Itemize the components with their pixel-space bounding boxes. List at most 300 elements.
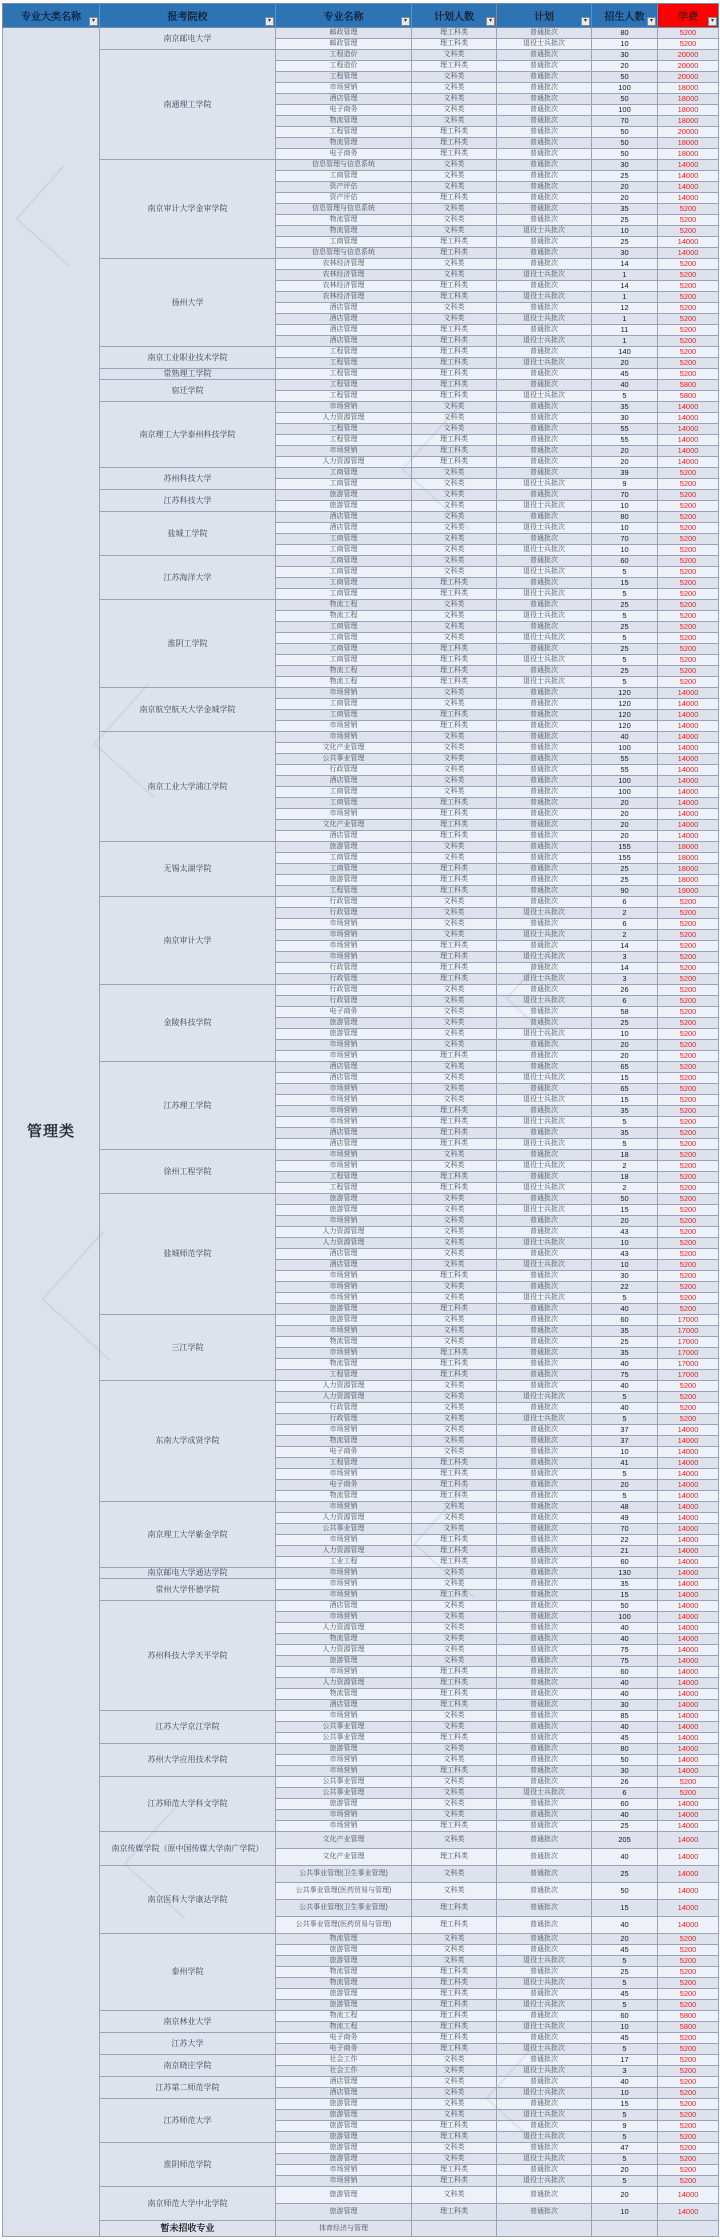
tuition-cell[interactable]: 14000	[658, 1766, 719, 1777]
major-cell[interactable]: 市场营销	[276, 1766, 412, 1777]
subject-type-cell[interactable]: 理工科类	[412, 1766, 497, 1777]
enrollment-count-cell[interactable]: 40	[592, 1403, 658, 1414]
tuition-cell[interactable]: 18000	[658, 116, 719, 127]
tuition-cell[interactable]: 5200	[658, 1392, 719, 1403]
enrollment-count-cell[interactable]: 50	[592, 1883, 658, 1900]
batch-cell[interactable]: 普通批次	[497, 1194, 592, 1205]
batch-cell[interactable]: 普通批次	[497, 402, 592, 413]
tuition-cell[interactable]: 14000	[658, 446, 719, 457]
major-cell[interactable]: 市场营销	[276, 1579, 412, 1590]
major-cell[interactable]: 市场营销	[276, 930, 412, 941]
major-cell[interactable]: 酒店管理	[276, 94, 412, 105]
batch-cell[interactable]: 普通批次	[497, 1917, 592, 1934]
subject-type-cell[interactable]: 文科类	[412, 1883, 497, 1900]
subject-type-cell[interactable]: 理工科类	[412, 2176, 497, 2187]
major-cell[interactable]: 人力资源管理	[276, 1623, 412, 1634]
tuition-cell[interactable]: 5200	[658, 1238, 719, 1249]
batch-cell[interactable]: 普通批次	[497, 963, 592, 974]
tuition-cell[interactable]: 14000	[658, 1883, 719, 1900]
major-cell[interactable]: 工商管理	[276, 589, 412, 600]
major-cell[interactable]: 市场营销	[276, 1755, 412, 1766]
enrollment-count-cell[interactable]: 15	[592, 1590, 658, 1601]
subject-type-cell[interactable]: 文科类	[412, 2055, 497, 2066]
batch-cell[interactable]: 普通批次	[497, 1128, 592, 1139]
enrollment-count-cell[interactable]: 5	[592, 1978, 658, 1989]
batch-cell[interactable]: 退役士兵批次	[497, 1073, 592, 1084]
subject-type-cell[interactable]: 文科类	[412, 1282, 497, 1293]
major-cell[interactable]: 物流工程	[276, 2011, 412, 2022]
major-cell[interactable]: 工商管理	[276, 622, 412, 633]
enrollment-count-cell[interactable]: 50	[592, 94, 658, 105]
tuition-cell[interactable]: 5200	[658, 1161, 719, 1172]
enrollment-count-cell[interactable]: 40	[592, 380, 658, 391]
subject-type-cell[interactable]: 理工科类	[412, 1689, 497, 1700]
tuition-cell[interactable]: 5800	[658, 380, 719, 391]
batch-cell[interactable]: 普通批次	[497, 1513, 592, 1524]
batch-cell[interactable]: 普通批次	[497, 985, 592, 996]
subject-type-cell[interactable]: 理工科类	[412, 1359, 497, 1370]
subject-type-cell[interactable]: 理工科类	[412, 1590, 497, 1601]
enrollment-count-cell[interactable]: 22	[592, 1282, 658, 1293]
major-cell[interactable]: 工商管理	[276, 710, 412, 721]
enrollment-count-cell[interactable]: 5	[592, 2176, 658, 2187]
batch-cell[interactable]: 退役士兵批次	[497, 2022, 592, 2033]
batch-cell[interactable]: 普通批次	[497, 1810, 592, 1821]
batch-cell[interactable]: 普通批次	[497, 127, 592, 138]
tuition-cell[interactable]: 14000	[658, 1656, 719, 1667]
enrollment-count-cell[interactable]: 26	[592, 985, 658, 996]
major-cell[interactable]: 市场营销	[276, 83, 412, 94]
batch-cell[interactable]: 普通批次	[497, 2011, 592, 2022]
enrollment-count-cell[interactable]: 20	[592, 2187, 658, 2204]
tuition-cell[interactable]: 14000	[658, 182, 719, 193]
batch-cell[interactable]: 普通批次	[497, 1370, 592, 1381]
major-cell[interactable]: 市场营销	[276, 1282, 412, 1293]
tuition-cell[interactable]: 5200	[658, 974, 719, 985]
school-cell[interactable]: 盐城师范学院	[100, 1194, 276, 1315]
batch-cell[interactable]: 普通批次	[497, 1084, 592, 1095]
batch-cell[interactable]: 普通批次	[497, 1337, 592, 1348]
major-cell[interactable]: 酒店管理	[276, 1260, 412, 1271]
subject-type-cell[interactable]: 理工科类	[412, 1480, 497, 1491]
subject-type-cell[interactable]: 文科类	[412, 171, 497, 182]
major-cell[interactable]: 旅游管理	[276, 2132, 412, 2143]
subject-type-cell[interactable]: 理工科类	[412, 2011, 497, 2022]
batch-cell[interactable]: 普通批次	[497, 941, 592, 952]
major-cell[interactable]: 工商管理	[276, 655, 412, 666]
batch-cell[interactable]: 退役士兵批次	[497, 391, 592, 402]
subject-type-cell[interactable]: 文科类	[412, 1601, 497, 1612]
batch-cell[interactable]: 普通批次	[497, 1700, 592, 1711]
school-cell[interactable]: 南京林业大学	[100, 2011, 276, 2033]
major-cell[interactable]: 旅游管理	[276, 490, 412, 501]
subject-type-cell[interactable]: 理工科类	[412, 1700, 497, 1711]
school-cell[interactable]: 徐州工程学院	[100, 1150, 276, 1194]
tuition-cell[interactable]: 14000	[658, 1623, 719, 1634]
school-cell[interactable]: 南京晓庄学院	[100, 2055, 276, 2077]
subject-type-cell[interactable]: 文科类	[412, 1934, 497, 1945]
enrollment-count-cell[interactable]: 120	[592, 699, 658, 710]
tuition-cell[interactable]: 5200	[658, 1967, 719, 1978]
batch-cell[interactable]: 退役士兵批次	[497, 908, 592, 919]
tuition-cell[interactable]: 5200	[658, 1029, 719, 1040]
enrollment-count-cell[interactable]: 5	[592, 633, 658, 644]
batch-cell[interactable]: 普通批次	[497, 413, 592, 424]
major-cell[interactable]: 人力资源管理	[276, 1227, 412, 1238]
batch-cell[interactable]: 退役士兵批次	[497, 567, 592, 578]
batch-cell[interactable]: 退役士兵批次	[497, 39, 592, 50]
major-cell[interactable]: 物流管理	[276, 1934, 412, 1945]
subject-type-cell[interactable]: 文科类	[412, 732, 497, 743]
batch-cell[interactable]: 普通批次	[497, 875, 592, 886]
major-cell[interactable]: 行政管理	[276, 974, 412, 985]
subject-type-cell[interactable]: 文科类	[412, 160, 497, 171]
batch-cell[interactable]: 普通批次	[497, 1447, 592, 1458]
enrollment-count-cell[interactable]: 50	[592, 138, 658, 149]
batch-cell[interactable]: 普通批次	[497, 72, 592, 83]
subject-type-cell[interactable]: 文科类	[412, 72, 497, 83]
major-cell[interactable]: 人力资源管理	[276, 1392, 412, 1403]
batch-cell[interactable]: 普通批次	[497, 1040, 592, 1051]
subject-type-cell[interactable]: 文科类	[412, 611, 497, 622]
enrollment-count-cell[interactable]: 55	[592, 424, 658, 435]
major-cell[interactable]: 农林经济管理	[276, 281, 412, 292]
enrollment-count-cell[interactable]: 5	[592, 2000, 658, 2011]
major-cell[interactable]: 酒店管理	[276, 512, 412, 523]
batch-cell[interactable]: 普通批次	[497, 1900, 592, 1917]
tuition-cell[interactable]: 14000	[658, 798, 719, 809]
major-cell[interactable]: 电子商务	[276, 2044, 412, 2055]
tuition-cell[interactable]: 5200	[658, 468, 719, 479]
batch-cell[interactable]: 普通批次	[497, 776, 592, 787]
tuition-cell[interactable]: 5200	[658, 534, 719, 545]
tuition-cell[interactable]: 5200	[658, 270, 719, 281]
enrollment-count-cell[interactable]: 100	[592, 83, 658, 94]
subject-type-cell[interactable]: 文科类	[412, 633, 497, 644]
subject-type-cell[interactable]: 文科类	[412, 743, 497, 754]
enrollment-count-cell[interactable]: 20	[592, 1216, 658, 1227]
major-cell[interactable]: 旅游管理	[276, 2121, 412, 2132]
batch-cell[interactable]: 普通批次	[497, 369, 592, 380]
tuition-cell[interactable]: 14000	[658, 1634, 719, 1645]
enrollment-count-cell[interactable]: 45	[592, 2033, 658, 2044]
batch-cell[interactable]: 普通批次	[497, 1832, 592, 1849]
major-cell[interactable]: 文化产业管理	[276, 743, 412, 754]
tuition-cell[interactable]: 5200	[658, 2176, 719, 2187]
enrollment-count-cell[interactable]: 9	[592, 479, 658, 490]
tuition-cell[interactable]: 5200	[658, 1403, 719, 1414]
major-cell[interactable]: 物流管理	[276, 1359, 412, 1370]
batch-cell[interactable]: 普通批次	[497, 512, 592, 523]
subject-type-cell[interactable]: 文科类	[412, 1392, 497, 1403]
enrollment-count-cell[interactable]: 2	[592, 908, 658, 919]
tuition-cell[interactable]: 17000	[658, 1337, 719, 1348]
enrollment-count-cell[interactable]: 20	[592, 182, 658, 193]
enrollment-count-cell[interactable]: 5	[592, 567, 658, 578]
enrollment-count-cell[interactable]: 5	[592, 1956, 658, 1967]
subject-type-cell[interactable]: 文科类	[412, 1414, 497, 1425]
tuition-cell[interactable]: 5200	[658, 1172, 719, 1183]
batch-cell[interactable]: 普通批次	[497, 347, 592, 358]
subject-type-cell[interactable]: 文科类	[412, 1293, 497, 1304]
tuition-cell[interactable]: 14000	[658, 171, 719, 182]
subject-type-cell[interactable]: 文科类	[412, 1711, 497, 1722]
batch-cell[interactable]: 退役士兵批次	[497, 1392, 592, 1403]
major-cell[interactable]: 工商管理	[276, 545, 412, 556]
batch-cell[interactable]: 退役士兵批次	[497, 358, 592, 369]
enrollment-count-cell[interactable]: 5	[592, 391, 658, 402]
subject-type-cell[interactable]: 文科类	[412, 688, 497, 699]
tuition-cell[interactable]: 14000	[658, 1645, 719, 1656]
enrollment-count-cell[interactable]: 85	[592, 1711, 658, 1722]
enrollment-count-cell[interactable]: 5	[592, 677, 658, 688]
batch-cell[interactable]: 普通批次	[497, 468, 592, 479]
enrollment-count-cell[interactable]: 25	[592, 237, 658, 248]
tuition-cell[interactable]: 5200	[658, 666, 719, 677]
subject-type-cell[interactable]: 理工科类	[412, 336, 497, 347]
batch-cell[interactable]: 普通批次	[497, 1172, 592, 1183]
major-cell[interactable]: 市场营销	[276, 688, 412, 699]
enrollment-count-cell[interactable]: 15	[592, 1205, 658, 1216]
enrollment-count-cell[interactable]: 130	[592, 1568, 658, 1579]
tuition-cell[interactable]: 14000	[658, 1568, 719, 1579]
tuition-cell[interactable]: 5200	[658, 589, 719, 600]
major-cell[interactable]: 旅游管理	[276, 2099, 412, 2110]
major-cell[interactable]: 工商管理	[276, 798, 412, 809]
enrollment-count-cell[interactable]: 10	[592, 2204, 658, 2221]
major-cell[interactable]: 旅游管理	[276, 1205, 412, 1216]
major-cell[interactable]: 市场营销	[276, 1469, 412, 1480]
enrollment-count-cell[interactable]: 35	[592, 1579, 658, 1590]
batch-cell[interactable]: 退役士兵批次	[497, 226, 592, 237]
enrollment-count-cell[interactable]: 155	[592, 842, 658, 853]
subject-type-cell[interactable]: 文科类	[412, 567, 497, 578]
tuition-cell[interactable]: 5200	[658, 2066, 719, 2077]
subject-type-cell[interactable]: 文科类	[412, 1403, 497, 1414]
tuition-cell[interactable]: 5200	[658, 655, 719, 666]
batch-cell[interactable]: 普通批次	[497, 435, 592, 446]
not-enrolled-major-cell[interactable]: 体育经济与管理	[276, 2221, 412, 2237]
tuition-cell[interactable]: 17000	[658, 1370, 719, 1381]
tuition-cell[interactable]: 5200	[658, 644, 719, 655]
major-cell[interactable]: 农林经济管理	[276, 292, 412, 303]
enrollment-count-cell[interactable]: 35	[592, 1128, 658, 1139]
batch-cell[interactable]: 普通批次	[497, 1425, 592, 1436]
subject-type-cell[interactable]: 理工科类	[412, 941, 497, 952]
enrollment-count-cell[interactable]: 5	[592, 1117, 658, 1128]
tuition-cell[interactable]: 5200	[658, 369, 719, 380]
batch-cell[interactable]: 普通批次	[497, 1227, 592, 1238]
subject-type-cell[interactable]: 文科类	[412, 1755, 497, 1766]
batch-cell[interactable]: 普通批次	[497, 831, 592, 842]
major-cell[interactable]: 市场营销	[276, 1502, 412, 1513]
major-cell[interactable]: 工商管理	[276, 534, 412, 545]
tuition-cell[interactable]: 5200	[658, 1062, 719, 1073]
subject-type-cell[interactable]: 文科类	[412, 1216, 497, 1227]
enrollment-count-cell[interactable]: 6	[592, 996, 658, 1007]
tuition-cell[interactable]: 5200	[658, 1150, 719, 1161]
batch-cell[interactable]: 普通批次	[497, 424, 592, 435]
enrollment-count-cell[interactable]: 35	[592, 402, 658, 413]
enrollment-count-cell[interactable]: 3	[592, 952, 658, 963]
subject-type-cell[interactable]: 理工科类	[412, 1469, 497, 1480]
tuition-cell[interactable]: 14000	[658, 1425, 719, 1436]
tuition-cell[interactable]: 5200	[658, 2088, 719, 2099]
tuition-cell[interactable]: 20000	[658, 72, 719, 83]
subject-type-cell[interactable]: 文科类	[412, 523, 497, 534]
subject-type-cell[interactable]: 理工科类	[412, 1106, 497, 1117]
tuition-cell[interactable]: 5200	[658, 677, 719, 688]
subject-type-cell[interactable]: 文科类	[412, 985, 497, 996]
enrollment-count-cell[interactable]: 75	[592, 1370, 658, 1381]
tuition-cell[interactable]: 5200	[658, 1956, 719, 1967]
major-cell[interactable]: 工商管理	[276, 699, 412, 710]
tuition-cell[interactable]: 5200	[658, 2110, 719, 2121]
major-cell[interactable]: 旅游管理	[276, 1018, 412, 1029]
subject-type-cell[interactable]: 理工科类	[412, 809, 497, 820]
subject-type-cell[interactable]: 理工科类	[412, 578, 497, 589]
subject-type-cell[interactable]: 文科类	[412, 776, 497, 787]
major-cell[interactable]: 市场营销	[276, 1084, 412, 1095]
school-cell[interactable]: 南京理工大学紫金学院	[100, 1502, 276, 1568]
tuition-cell[interactable]: 18000	[658, 83, 719, 94]
tuition-cell[interactable]: 5200	[658, 1304, 719, 1315]
tuition-cell[interactable]: 14000	[658, 237, 719, 248]
tuition-cell[interactable]: 5200	[658, 1978, 719, 1989]
tuition-cell[interactable]: 5200	[658, 2121, 719, 2132]
subject-type-cell[interactable]: 文科类	[412, 1084, 497, 1095]
major-cell[interactable]: 公共事业管理	[276, 1788, 412, 1799]
enrollment-count-cell[interactable]: 1	[592, 270, 658, 281]
tuition-cell[interactable]: 5200	[658, 325, 719, 336]
school-cell[interactable]: 常熟理工学院	[100, 369, 276, 380]
tuition-cell[interactable]: 5800	[658, 2022, 719, 2033]
batch-cell[interactable]: 普通批次	[497, 215, 592, 226]
batch-cell[interactable]: 普通批次	[497, 94, 592, 105]
tuition-cell[interactable]: 14000	[658, 1458, 719, 1469]
batch-cell[interactable]: 普通批次	[497, 1524, 592, 1535]
tuition-cell[interactable]: 14000	[658, 1447, 719, 1458]
subject-type-cell[interactable]: 理工科类	[412, 39, 497, 50]
school-cell[interactable]: 苏州大学应用技术学院	[100, 1744, 276, 1777]
subject-type-cell[interactable]: 理工科类	[412, 127, 497, 138]
major-cell[interactable]: 市场营销	[276, 1711, 412, 1722]
major-cell[interactable]: 行政管理	[276, 908, 412, 919]
enrollment-count-cell[interactable]: 25	[592, 666, 658, 677]
subject-type-cell[interactable]: 理工科类	[412, 2132, 497, 2143]
batch-cell[interactable]: 普通批次	[497, 1271, 592, 1282]
subject-type-cell[interactable]: 文科类	[412, 754, 497, 765]
subject-type-cell[interactable]: 文科类	[412, 50, 497, 61]
subject-type-cell[interactable]: 文科类	[412, 1007, 497, 1018]
major-cell[interactable]: 工程管理	[276, 358, 412, 369]
major-cell[interactable]: 酒店管理	[276, 1139, 412, 1150]
tuition-cell[interactable]: 17000	[658, 1348, 719, 1359]
batch-cell[interactable]: 普通批次	[497, 116, 592, 127]
tuition-cell[interactable]: 20000	[658, 50, 719, 61]
enrollment-count-cell[interactable]: 100	[592, 743, 658, 754]
not-enrolled-label[interactable]: 暂未招收专业	[100, 2221, 276, 2237]
subject-type-cell[interactable]: 理工科类	[412, 875, 497, 886]
batch-cell[interactable]: 普通批次	[497, 1656, 592, 1667]
tuition-cell[interactable]: 14000	[658, 424, 719, 435]
batch-cell[interactable]: 普通批次	[497, 622, 592, 633]
batch-cell[interactable]: 退役士兵批次	[497, 1117, 592, 1128]
enrollment-count-cell[interactable]: 10	[592, 1029, 658, 1040]
subject-type-cell[interactable]: 文科类	[412, 1524, 497, 1535]
enrollment-count-cell[interactable]: 100	[592, 776, 658, 787]
tuition-cell[interactable]: 18000	[658, 864, 719, 875]
enrollment-count-cell[interactable]: 5	[592, 1491, 658, 1502]
subject-type-cell[interactable]: 理工科类	[412, 281, 497, 292]
enrollment-count-cell[interactable]: 50	[592, 1194, 658, 1205]
major-cell[interactable]: 旅游管理	[276, 2204, 412, 2221]
enrollment-count-cell[interactable]: 49	[592, 1513, 658, 1524]
batch-cell[interactable]: 退役士兵批次	[497, 1293, 592, 1304]
batch-cell[interactable]: 普通批次	[497, 182, 592, 193]
batch-cell[interactable]: 普通批次	[497, 2121, 592, 2132]
tuition-cell[interactable]: 14000	[658, 1832, 719, 1849]
tuition-cell[interactable]: 5200	[658, 897, 719, 908]
subject-type-cell[interactable]: 文科类	[412, 2110, 497, 2121]
batch-cell[interactable]: 普通批次	[497, 721, 592, 732]
school-cell[interactable]: 淮阴工学院	[100, 600, 276, 688]
subject-type-cell[interactable]: 理工科类	[412, 1348, 497, 1359]
subject-type-cell[interactable]: 理工科类	[412, 952, 497, 963]
enrollment-count-cell[interactable]: 2	[592, 1183, 658, 1194]
enrollment-count-cell[interactable]: 5	[592, 611, 658, 622]
tuition-cell[interactable]: 14000	[658, 1722, 719, 1733]
major-cell[interactable]: 市场营销	[276, 1216, 412, 1227]
enrollment-count-cell[interactable]: 205	[592, 1832, 658, 1849]
subject-type-cell[interactable]: 文科类	[412, 908, 497, 919]
subject-type-cell[interactable]: 文科类	[412, 1326, 497, 1337]
batch-cell[interactable]: 普通批次	[497, 534, 592, 545]
batch-cell[interactable]: 普通批次	[497, 380, 592, 391]
enrollment-count-cell[interactable]: 5	[592, 2110, 658, 2121]
enrollment-count-cell[interactable]: 10	[592, 545, 658, 556]
school-cell[interactable]: 江苏大学京江学院	[100, 1711, 276, 1744]
enrollment-count-cell[interactable]: 20	[592, 1480, 658, 1491]
major-cell[interactable]: 市场营销	[276, 2165, 412, 2176]
batch-cell[interactable]: 普通批次	[497, 281, 592, 292]
major-cell[interactable]: 文化产业管理	[276, 820, 412, 831]
major-cell[interactable]: 工商管理	[276, 787, 412, 798]
tuition-cell[interactable]: 18000	[658, 875, 719, 886]
tuition-cell[interactable]: 17000	[658, 1359, 719, 1370]
major-cell[interactable]: 市场营销	[276, 1590, 412, 1601]
major-cell[interactable]: 市场营销	[276, 1667, 412, 1678]
batch-cell[interactable]: 普通批次	[497, 1989, 592, 2000]
enrollment-count-cell[interactable]: 70	[592, 490, 658, 501]
major-cell[interactable]: 工程管理	[276, 380, 412, 391]
major-cell[interactable]: 电子商务	[276, 105, 412, 116]
subject-type-cell[interactable]: 文科类	[412, 479, 497, 490]
tuition-cell[interactable]: 14000	[658, 1733, 719, 1744]
tuition-cell[interactable]: 5200	[658, 2143, 719, 2154]
tuition-cell[interactable]: 17000	[658, 1315, 719, 1326]
subject-type-cell[interactable]: 文科类	[412, 1381, 497, 1392]
batch-cell[interactable]: 退役士兵批次	[497, 1238, 592, 1249]
tuition-cell[interactable]: 5200	[658, 2165, 719, 2176]
enrollment-count-cell[interactable]: 40	[592, 732, 658, 743]
enrollment-count-cell[interactable]: 45	[592, 1989, 658, 2000]
subject-type-cell[interactable]: 理工科类	[412, 655, 497, 666]
batch-cell[interactable]: 普通批次	[497, 1282, 592, 1293]
enrollment-count-cell[interactable]: 20	[592, 61, 658, 72]
major-cell[interactable]: 市场营销	[276, 941, 412, 952]
enrollment-count-cell[interactable]: 75	[592, 1645, 658, 1656]
